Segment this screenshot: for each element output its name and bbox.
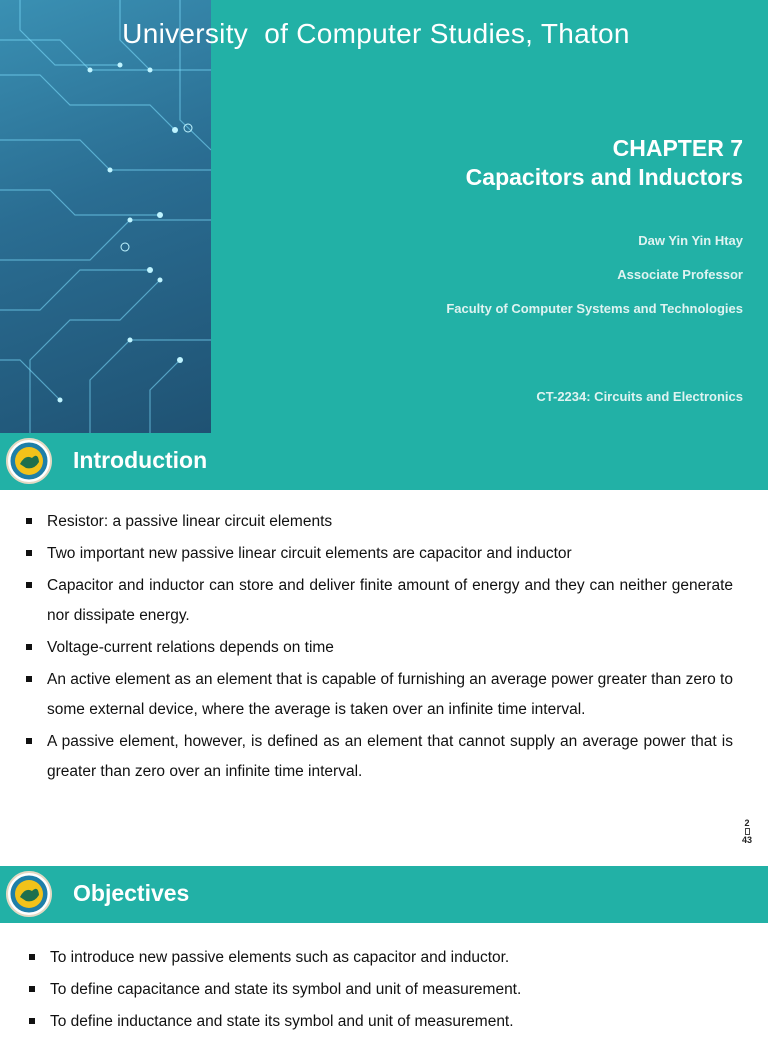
objectives-bullet-list: [50, 943, 740, 1039]
section-title-objectives: Objectives: [73, 880, 190, 906]
objectives-header: [0, 866, 768, 923]
list-item: To define inductance and state its symbol and unit of measurement.: [50, 1007, 740, 1037]
page-number: [739, 818, 755, 845]
page-separator-icon: [745, 828, 750, 835]
author-position: Associate Professor: [617, 267, 743, 282]
chapter-heading: [466, 134, 743, 192]
introduction-bullet-list: [47, 507, 733, 789]
list-item: Resistor: a passive linear circuit elements: [47, 507, 733, 537]
list-item: Two important new passive linear circuit elements are capacitor and inductor: [47, 539, 733, 569]
list-item: To introduce new passive elements such as capacitor and inductor.: [50, 943, 740, 973]
list-item: To define capacitance and state its symbol and unit of measurement.: [50, 975, 740, 1005]
chapter-title: Capacitors and Inductors: [465, 164, 743, 190]
author-name: Daw Yin Yin Htay: [638, 233, 743, 248]
page-current: 2: [744, 818, 750, 828]
circuit-board-image: [0, 0, 211, 433]
list-item: An active element as an element that is capable of furnishing an average power greater than zero to some external device, where the average is taken over an infinite time interval.: [47, 665, 733, 725]
introduction-header: [0, 433, 768, 490]
list-item: Capacitor and inductor can store and deliver finite amount of energy and they can neither generate nor dissipate energy.: [47, 571, 733, 631]
list-item: A passive element, however, is defined as an element that cannot supply an average power that is greater than zero over an infinite time interval.: [47, 727, 733, 787]
list-item: Voltage-current relations depends on time: [47, 633, 733, 663]
section-title-introduction: Introduction: [73, 447, 208, 473]
chapter-number: CHAPTER 7: [612, 135, 743, 161]
university-name: University of Computer Studies, Thaton: [122, 18, 630, 49]
course-code: CT-2234: Circuits and Electronics: [536, 389, 743, 404]
page-total: 43: [741, 835, 752, 845]
university-logo: [6, 438, 52, 484]
title-slide: [0, 0, 768, 433]
university-logo: [6, 871, 52, 917]
faculty-name: Faculty of Computer Systems and Technologies: [446, 301, 743, 316]
